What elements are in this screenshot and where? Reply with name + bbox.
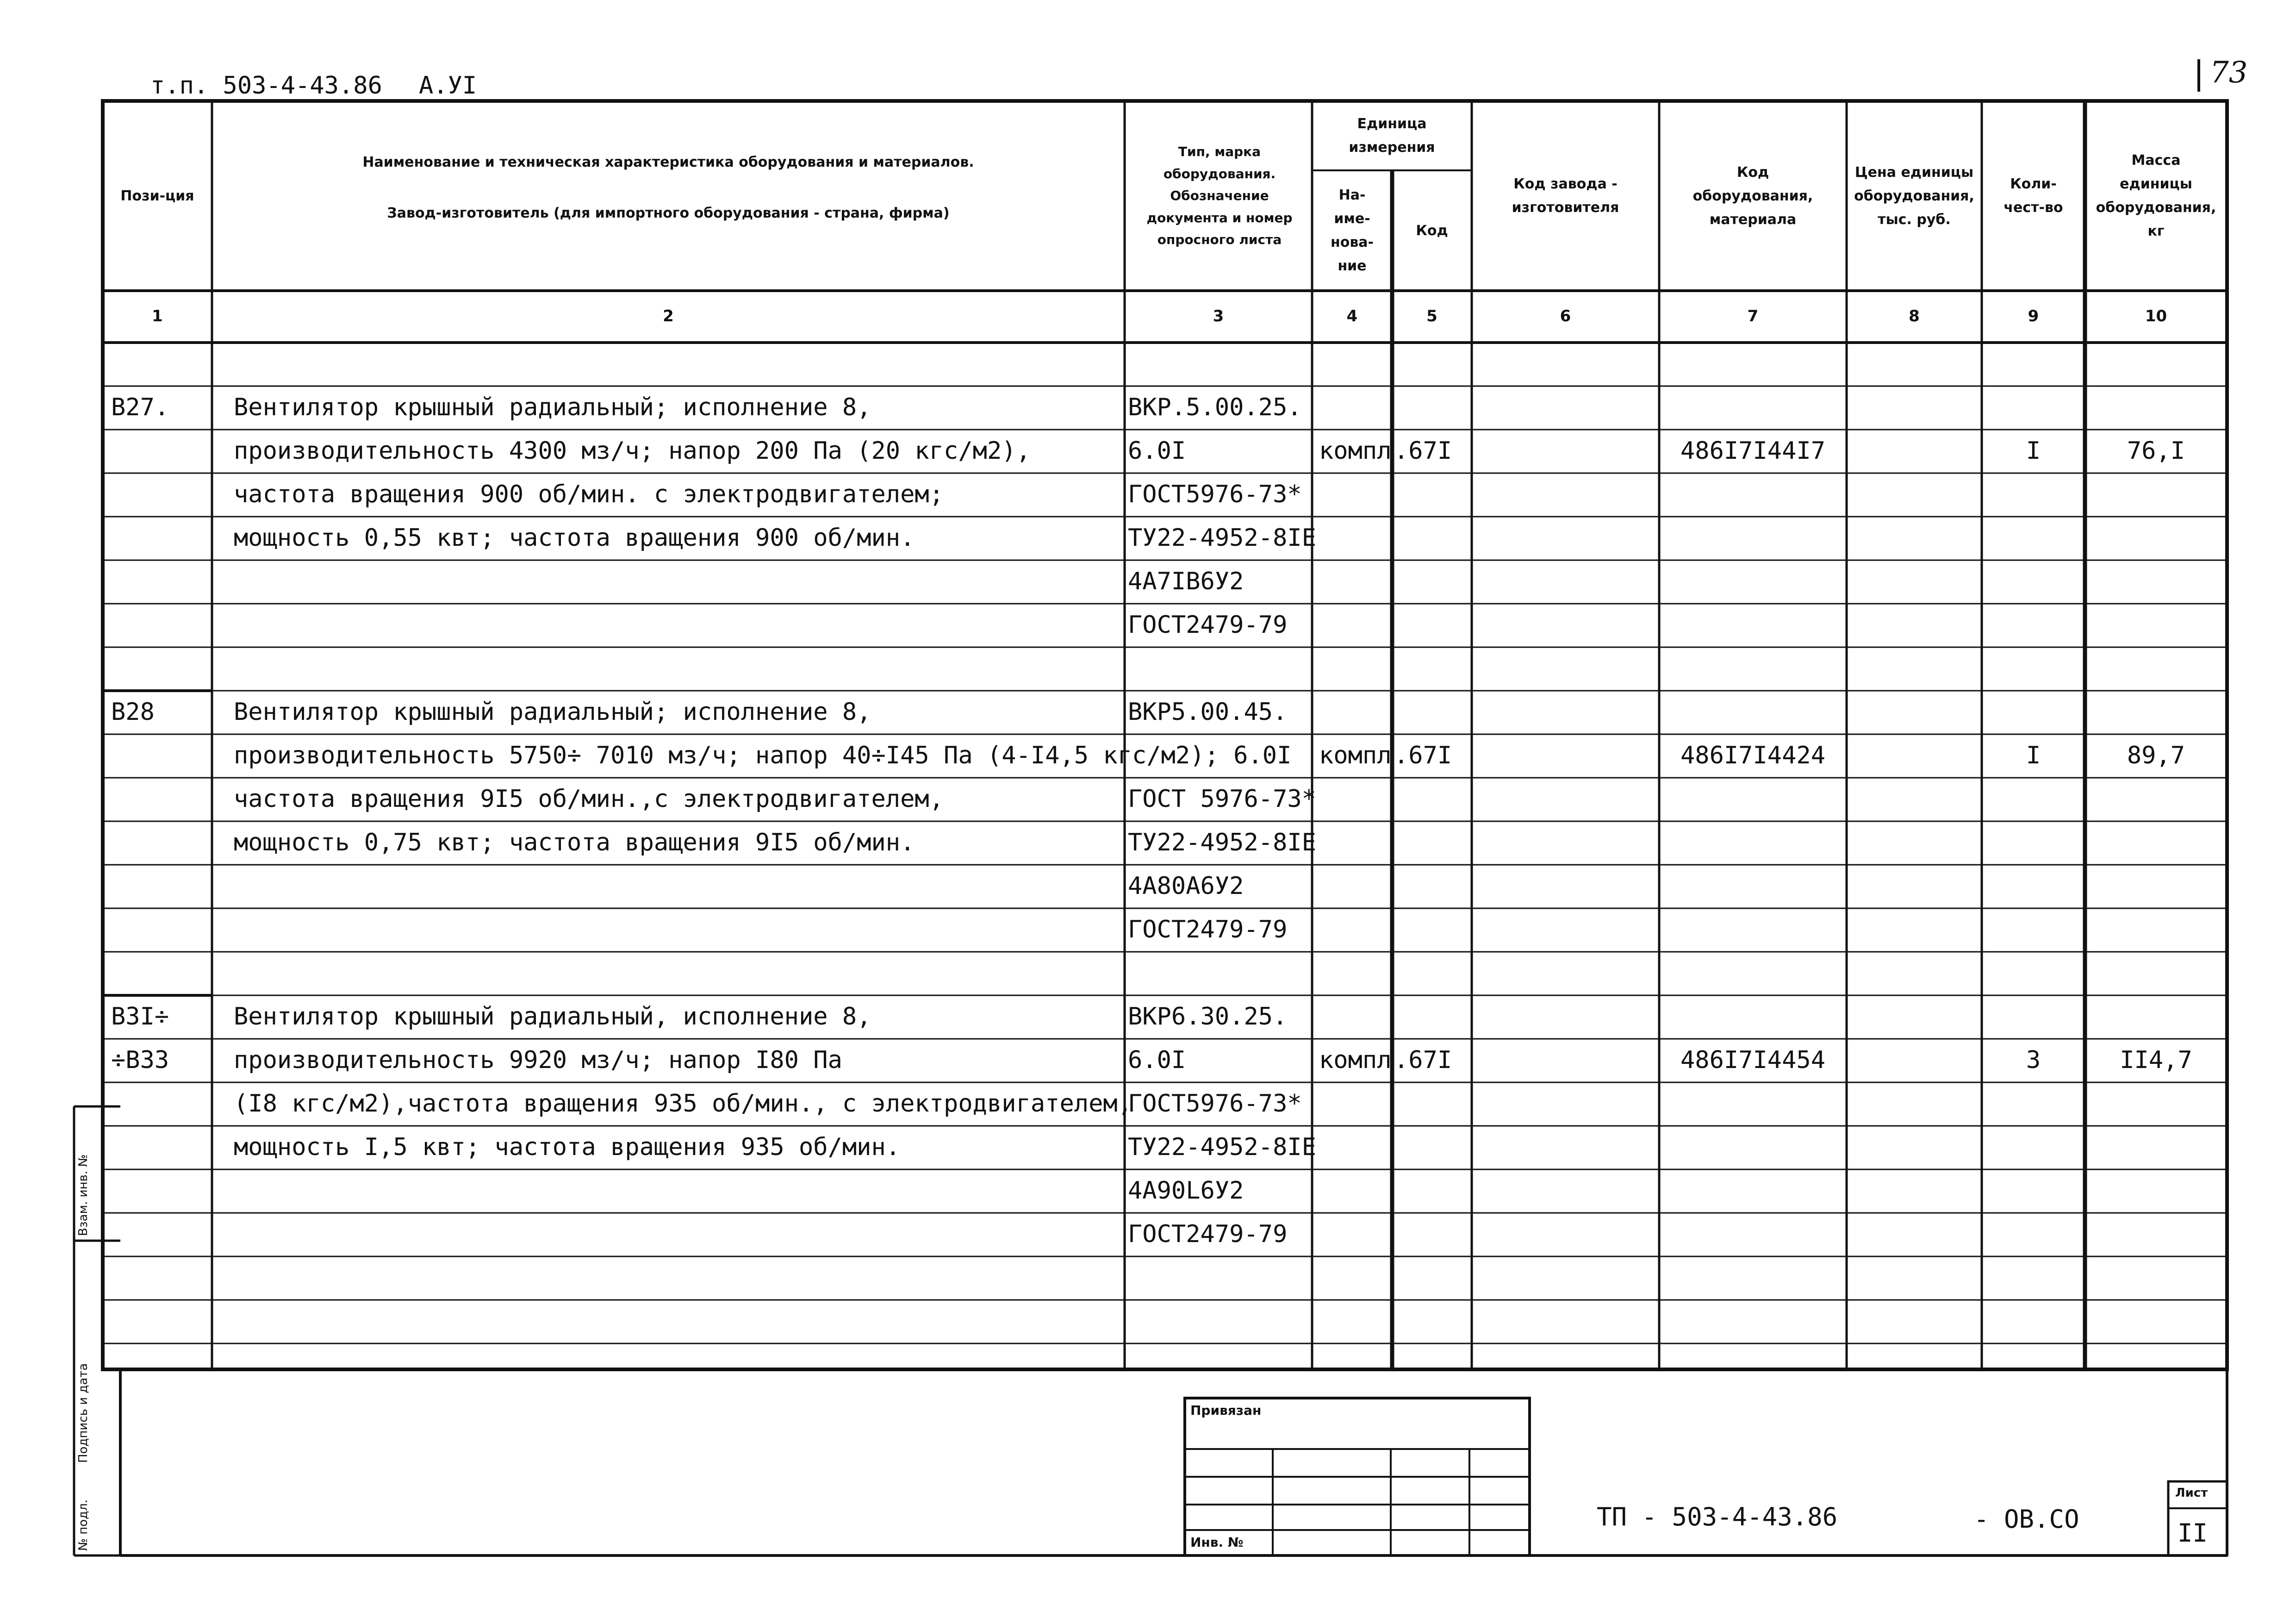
cell-unit-code: .67I — [1394, 437, 1452, 465]
cell-position: ÷В33 — [111, 1046, 169, 1074]
cell-type: ВКР5.00.45. — [1128, 698, 1288, 726]
album-label: А.УI — [419, 72, 477, 100]
bound-label: Привязан — [1190, 1403, 1262, 1418]
header-name-line1: Наименование и техническая характеристика оборудования и материалов. — [362, 154, 974, 170]
sheet-number: II — [2178, 1518, 2208, 1548]
side-label-replacement: Взам. инв. № — [76, 1154, 90, 1236]
column-number: 3 — [1213, 307, 1224, 325]
column-number: 2 — [663, 307, 674, 325]
cell-position: В27. — [111, 394, 169, 421]
cell-type: ВКР6.30.25. — [1128, 1003, 1288, 1031]
cell-name: Вентилятор крышный радиальный; исполнение 8, — [234, 698, 871, 726]
cell-type: ГОСТ5976-73* — [1128, 481, 1302, 508]
header-unit-group: Единица измерения — [1349, 116, 1435, 156]
header-quantity: Коли-чест-во — [2004, 176, 2063, 216]
cell-unit-name: компл — [1319, 742, 1392, 769]
cell-name: мощность 0,75 квт; частота вращения 9I5 об/мин. — [234, 829, 915, 856]
cell-name: производительность 9920 мз/ч; напор I80 Па — [234, 1046, 842, 1074]
column-number: 1 — [152, 307, 163, 325]
side-label-original: № подл. — [76, 1499, 90, 1551]
column-number: 7 — [1747, 307, 1759, 325]
cell-unit-code: .67I — [1394, 742, 1452, 769]
cell-type: ТУ22-4952-8IЕ — [1128, 829, 1316, 856]
cell-type: 4А90L6У2 — [1128, 1177, 1244, 1205]
cell-unit-name: компл — [1319, 1046, 1392, 1074]
header-unit-name: На-име-нова-ние — [1330, 187, 1374, 274]
cell-type: ГОСТ2479-79 — [1128, 916, 1288, 943]
column-number: 6 — [1560, 307, 1571, 325]
cell-type: ТУ22-4952-8IЕ — [1128, 524, 1316, 552]
cell-name: частота вращения 900 об/мин. с электродвигателем; — [234, 481, 944, 508]
cell-name: мощность 0,55 квт; частота вращения 900 об/мин. — [234, 524, 915, 552]
cell-name: частота вращения 9I5 об/мин.,с электродвигателем, — [234, 785, 944, 813]
header-price: Цена единицы оборудования, тыс. руб. — [1854, 164, 1974, 228]
cell-type: ГОСТ2479-79 — [1128, 1220, 1288, 1248]
cell-type: ВКР.5.00.25. — [1128, 394, 1302, 421]
page-number: 73 — [2210, 56, 2248, 90]
cell-type: 4А80А6У2 — [1128, 872, 1244, 900]
cell-name: (I8 кгс/м2),частота вращения 935 об/мин., с электродвигателем, — [234, 1090, 1132, 1118]
column-number: 5 — [1426, 307, 1437, 325]
column-number: 8 — [1909, 307, 1920, 325]
sheet-label: Лист — [2175, 1486, 2208, 1500]
cell-quantity: 3 — [2026, 1046, 2041, 1074]
doc-code: - ОВ.СО — [1974, 1505, 2079, 1534]
column-number: 10 — [2145, 307, 2167, 325]
cell-name: Вентилятор крышный радиальный, исполнение 8, — [234, 1003, 871, 1031]
cell-name: производительность 5750÷ 7010 мз/ч; напор 40÷I45 Па (4-I4,5 кгс/м2); 6.0I — [234, 742, 1292, 769]
cell-type: 6.0I — [1128, 1046, 1186, 1074]
cell-type: 6.0I — [1128, 437, 1186, 465]
cell-type: ГОСТ 5976-73* — [1128, 785, 1316, 813]
cell-name: Вентилятор крышный радиальный; исполнение 8, — [234, 394, 871, 421]
designation: ТП - 503-4-43.86 — [1597, 1502, 1838, 1531]
cell-mass: 76,I — [2127, 437, 2185, 465]
cell-name: мощность I,5 квт; частота вращения 935 об/мин. — [234, 1133, 901, 1161]
header-position: Пози-ция — [120, 187, 194, 204]
header-name-line2: Завод-изготовитель (для импортного оборудования - страна, фирма) — [387, 205, 950, 221]
header-unit-code: Код — [1416, 222, 1448, 239]
side-label-signature: Подпись и дата — [76, 1363, 90, 1463]
column-number: 4 — [1346, 307, 1358, 325]
cell-material-code: 486I7I4454 — [1680, 1046, 1826, 1074]
cell-quantity: I — [2026, 437, 2041, 465]
cell-unit-code: .67I — [1394, 1046, 1452, 1074]
cell-type: ГОСТ5976-73* — [1128, 1090, 1302, 1118]
cell-position: В3I÷ — [111, 1003, 169, 1031]
header-mass: Масса единицы оборудования, кг — [2096, 152, 2216, 239]
cell-name: производительность 4300 мз/ч; напор 200 Па (20 кгс/м2), — [234, 437, 1031, 465]
cell-position: В28 — [111, 698, 155, 726]
header-type: Тип, марка оборудования. Обозначение документа и номер опросного листа — [1146, 144, 1293, 248]
cell-type: ТУ22-4952-8IЕ — [1128, 1133, 1316, 1161]
inventory-label: Инв. № — [1190, 1535, 1244, 1550]
header-material-code: Код оборудования, материала — [1692, 164, 1813, 228]
cell-material-code: 486I7I44I7 — [1680, 437, 1826, 465]
cell-type: 4А7IВ6У2 — [1128, 568, 1244, 595]
cell-unit-name: компл — [1319, 437, 1392, 465]
column-number: 9 — [2028, 307, 2039, 325]
header-factory-code: Код завода - изготовителя — [1512, 176, 1619, 216]
doc-reference: т.п. 503-4-43.86 — [150, 72, 382, 100]
cell-quantity: I — [2026, 742, 2041, 769]
cell-material-code: 486I7I4424 — [1680, 742, 1826, 769]
cell-mass: 89,7 — [2127, 742, 2185, 769]
cell-type: ГОСТ2479-79 — [1128, 611, 1288, 639]
cell-mass: II4,7 — [2120, 1046, 2192, 1074]
